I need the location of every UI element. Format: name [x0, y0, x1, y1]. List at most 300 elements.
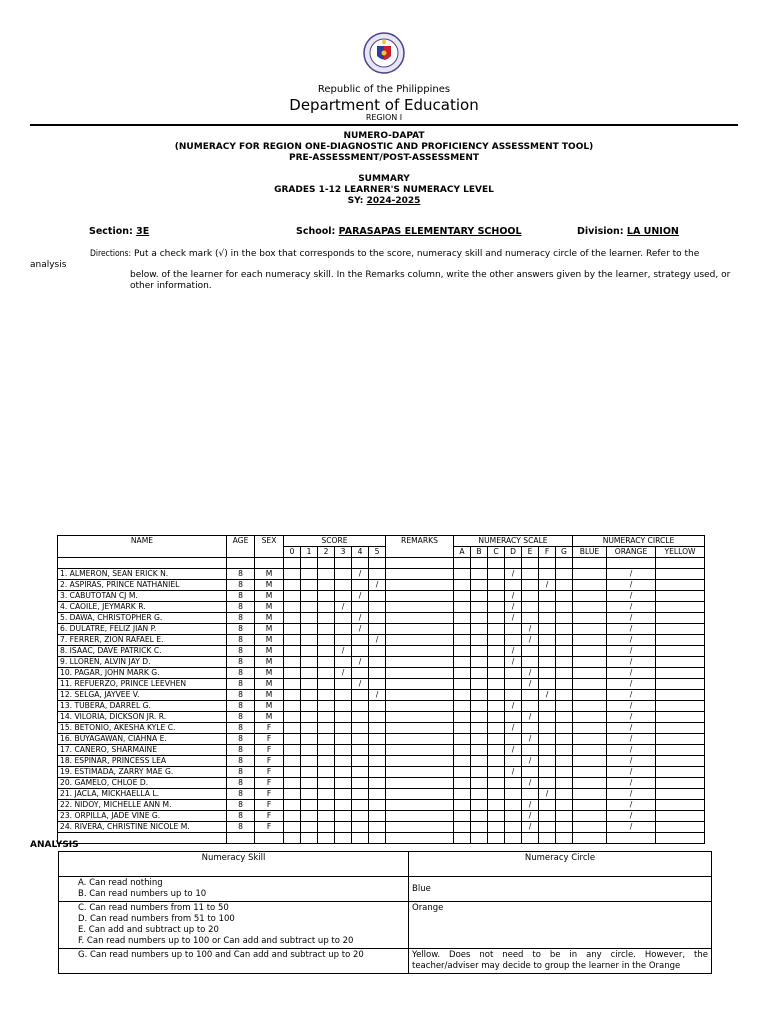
empty-cell — [573, 833, 607, 844]
header-sex: SEX — [255, 536, 284, 558]
empty-cell — [471, 558, 488, 569]
learner-name: 2. ASPIRAS, PRINCE NATHANIEL — [58, 580, 227, 591]
learner-age: 8 — [227, 767, 255, 778]
title-full-name: (NUMERACY FOR REGION ONE-DIAGNOSTIC AND PROFICIENCY ASSESSMENT TOOL) — [174, 142, 594, 152]
scale-cell — [488, 657, 505, 668]
scale-check-mark: / — [522, 778, 539, 789]
score-cell — [352, 602, 369, 613]
score-cell — [318, 701, 335, 712]
scale-cell — [488, 569, 505, 580]
learner-age: 8 — [227, 723, 255, 734]
table-row — [58, 679, 705, 690]
scale-cell — [556, 602, 573, 613]
sy-label: SY: — [347, 196, 364, 206]
learner-name: 13. TUBERA, DARREL G. — [58, 701, 227, 712]
scale-cell — [556, 745, 573, 756]
circle-check-mark: / — [607, 679, 656, 690]
analysis-table — [58, 851, 712, 974]
circle-cell — [573, 734, 607, 745]
score-cell — [352, 822, 369, 833]
empty-cell — [505, 833, 522, 844]
scale-cell — [488, 789, 505, 800]
score-cell — [318, 569, 335, 580]
scale-cell — [556, 811, 573, 822]
header-score-col: 3 — [335, 547, 352, 558]
scale-cell — [454, 679, 471, 690]
score-cell — [369, 745, 386, 756]
empty-cell — [539, 833, 556, 844]
circle-check-mark: / — [607, 569, 656, 580]
scale-cell — [471, 690, 488, 701]
score-cell — [284, 811, 301, 822]
title-numero-dapat: NUMERO-DAPAT — [343, 131, 425, 141]
circle-cell — [656, 668, 705, 679]
score-cell — [301, 657, 318, 668]
school-info — [296, 226, 522, 237]
circle-cell — [573, 789, 607, 800]
scale-cell — [522, 767, 539, 778]
learner-name: 8. ISAAC, DAVE PATRICK C. — [58, 646, 227, 657]
scale-cell — [539, 679, 556, 690]
scale-cell — [471, 767, 488, 778]
score-cell — [335, 580, 352, 591]
skill-d: D. Can read numbers from 51 to 100 — [78, 914, 235, 924]
score-cell — [352, 756, 369, 767]
score-cell — [352, 635, 369, 646]
circle-cell — [573, 723, 607, 734]
score-check-mark: / — [352, 569, 369, 580]
scale-cell — [505, 580, 522, 591]
circle-cell — [573, 679, 607, 690]
scale-cell — [556, 569, 573, 580]
score-cell — [318, 734, 335, 745]
score-cell — [369, 701, 386, 712]
circle-cell — [573, 624, 607, 635]
header-score-col: 0 — [284, 547, 301, 558]
scale-cell — [471, 822, 488, 833]
score-cell — [318, 789, 335, 800]
empty-cell — [301, 833, 318, 844]
score-cell — [369, 613, 386, 624]
scale-cell — [471, 613, 488, 624]
learner-age: 8 — [227, 789, 255, 800]
empty-cell — [369, 558, 386, 569]
empty-cell — [505, 558, 522, 569]
empty-cell — [284, 558, 301, 569]
scale-check-mark: / — [505, 701, 522, 712]
header-name: NAME — [58, 536, 227, 558]
empty-cell — [255, 558, 284, 569]
learner-age: 8 — [227, 635, 255, 646]
learner-sex: M — [255, 624, 284, 635]
score-cell — [369, 800, 386, 811]
circle-check-mark: / — [607, 668, 656, 679]
scale-cell — [471, 701, 488, 712]
learner-age: 8 — [227, 811, 255, 822]
circle-cell — [656, 569, 705, 580]
analysis-label: ANALYSIS — [30, 840, 79, 850]
scale-cell — [505, 679, 522, 690]
scale-cell — [454, 745, 471, 756]
scale-cell — [505, 734, 522, 745]
learner-name: 11. REFUERZO, PRINCE LEEVHEN — [58, 679, 227, 690]
score-cell — [352, 646, 369, 657]
remarks-cell — [386, 822, 454, 833]
scale-cell — [488, 767, 505, 778]
score-cell — [352, 778, 369, 789]
score-check-mark: / — [352, 624, 369, 635]
republic-text: Republic of the Philippines — [317, 84, 451, 95]
learner-name: 23. ORPILLA, JADE VINE G. — [58, 811, 227, 822]
score-cell — [369, 646, 386, 657]
table-row — [58, 701, 705, 712]
remarks-cell — [386, 679, 454, 690]
scale-cell — [471, 591, 488, 602]
scale-cell — [471, 679, 488, 690]
score-cell — [352, 734, 369, 745]
header-remarks: REMARKS — [386, 536, 454, 558]
scale-cell — [471, 602, 488, 613]
scale-cell — [539, 745, 556, 756]
department-title: Department of Education — [289, 96, 479, 114]
score-cell — [318, 668, 335, 679]
table-row — [58, 591, 705, 602]
remarks-cell — [386, 635, 454, 646]
circle-check-mark: / — [607, 811, 656, 822]
learner-age: 8 — [227, 657, 255, 668]
learner-age: 8 — [227, 745, 255, 756]
remarks-cell — [386, 624, 454, 635]
circle-cell — [656, 789, 705, 800]
scale-check-mark: / — [505, 723, 522, 734]
learner-sex: F — [255, 734, 284, 745]
circle-check-mark: / — [607, 734, 656, 745]
circle-yellow: Yellow. Does not need to be in any circle. However, the teacher/adviser may decide to group the learner in the Orange — [409, 949, 712, 974]
score-cell — [301, 591, 318, 602]
scale-cell — [522, 569, 539, 580]
scale-cell — [539, 624, 556, 635]
score-cell — [284, 800, 301, 811]
score-cell — [318, 580, 335, 591]
section-label: Section: — [89, 226, 133, 237]
scale-cell — [539, 712, 556, 723]
learner-name: 22. NIDOY, MICHELLE ANN M. — [58, 800, 227, 811]
circle-cell — [573, 646, 607, 657]
scale-cell — [539, 800, 556, 811]
analysis-circle-header: Numeracy Circle — [409, 852, 712, 877]
scale-cell — [471, 646, 488, 657]
scale-cell — [539, 602, 556, 613]
score-cell — [301, 723, 318, 734]
score-cell — [301, 712, 318, 723]
empty-cell — [488, 558, 505, 569]
score-cell — [335, 811, 352, 822]
learner-sex: F — [255, 778, 284, 789]
empty-cell — [255, 833, 284, 844]
empty-cell — [386, 558, 454, 569]
scale-check-mark: / — [522, 800, 539, 811]
score-cell — [369, 624, 386, 635]
learner-sex: F — [255, 767, 284, 778]
circle-cell — [656, 745, 705, 756]
remarks-cell — [386, 734, 454, 745]
header-scale-col: B — [471, 547, 488, 558]
score-cell — [352, 789, 369, 800]
circle-cell — [656, 701, 705, 712]
score-cell — [352, 701, 369, 712]
scale-cell — [471, 635, 488, 646]
remarks-cell — [386, 690, 454, 701]
scale-cell — [488, 613, 505, 624]
header-scale-col: D — [505, 547, 522, 558]
score-cell — [301, 778, 318, 789]
scale-check-mark: / — [522, 756, 539, 767]
scale-cell — [454, 778, 471, 789]
score-cell — [369, 756, 386, 767]
circle-check-mark: / — [607, 701, 656, 712]
learner-table — [57, 535, 705, 844]
score-cell — [318, 679, 335, 690]
table-row — [58, 624, 705, 635]
learner-sex: M — [255, 679, 284, 690]
learner-rows — [58, 558, 705, 844]
scale-cell — [471, 789, 488, 800]
scale-cell — [505, 800, 522, 811]
scale-cell — [556, 591, 573, 602]
empty-cell — [656, 833, 705, 844]
score-cell — [284, 580, 301, 591]
empty-cell — [454, 558, 471, 569]
scale-check-mark: / — [522, 624, 539, 635]
learner-sex: M — [255, 591, 284, 602]
scale-check-mark: / — [522, 811, 539, 822]
score-cell — [284, 712, 301, 723]
circle-cell — [573, 778, 607, 789]
directions-text-1: Put a check mark (√) in the box that corresponds to the score, numeracy skill and numeracy circle of the learner. Refer to the — [133, 249, 700, 259]
learner-sex: F — [255, 756, 284, 767]
score-cell — [284, 822, 301, 833]
learner-name: 17. CAÑERO, SHARMAINE — [58, 745, 227, 756]
circle-cell — [573, 580, 607, 591]
header-circle: NUMERACY CIRCLE — [573, 536, 705, 547]
score-cell — [301, 789, 318, 800]
circle-cell — [656, 580, 705, 591]
header-scale-col: A — [454, 547, 471, 558]
scale-cell — [488, 745, 505, 756]
score-check-mark: / — [352, 679, 369, 690]
score-cell — [335, 690, 352, 701]
scale-cell — [454, 580, 471, 591]
score-cell — [284, 613, 301, 624]
table-row — [58, 778, 705, 789]
scale-check-mark: / — [505, 613, 522, 624]
score-cell — [369, 723, 386, 734]
analysis-skill-g-cell — [59, 949, 409, 974]
learner-sex: M — [255, 569, 284, 580]
score-cell — [301, 580, 318, 591]
scale-cell — [539, 723, 556, 734]
scale-cell — [505, 635, 522, 646]
school-value: PARASAPAS ELEMENTARY SCHOOL — [338, 226, 522, 237]
score-cell — [369, 811, 386, 822]
learner-age: 8 — [227, 756, 255, 767]
learner-age: 8 — [227, 613, 255, 624]
circle-check-mark: / — [607, 580, 656, 591]
score-cell — [318, 822, 335, 833]
empty-cell — [58, 558, 227, 569]
score-cell — [318, 690, 335, 701]
score-cell — [318, 602, 335, 613]
table-row — [58, 800, 705, 811]
scale-check-mark: / — [522, 668, 539, 679]
score-cell — [318, 723, 335, 734]
circle-cell — [573, 613, 607, 624]
scale-cell — [454, 734, 471, 745]
score-cell — [335, 822, 352, 833]
score-cell — [284, 602, 301, 613]
scale-cell — [539, 657, 556, 668]
directions-analysis-word: analysis — [30, 260, 67, 270]
header-score-col: 5 — [369, 547, 386, 558]
scale-cell — [471, 756, 488, 767]
header-scale-col: E — [522, 547, 539, 558]
table-row — [58, 657, 705, 668]
scale-check-mark: / — [505, 657, 522, 668]
analysis-skill-header: Numeracy Skill — [59, 852, 409, 877]
scale-cell — [471, 624, 488, 635]
score-cell — [335, 789, 352, 800]
learner-age: 8 — [227, 734, 255, 745]
scale-cell — [556, 756, 573, 767]
circle-check-mark: / — [607, 690, 656, 701]
table-row — [58, 789, 705, 800]
skill-f: F. Can read numbers up to 100 or Can add and subtract up to 20 — [78, 936, 354, 946]
skill-a: A. Can read nothing — [78, 878, 163, 888]
learner-age: 8 — [227, 646, 255, 657]
remarks-cell — [386, 767, 454, 778]
score-cell — [318, 712, 335, 723]
scale-cell — [505, 822, 522, 833]
score-cell — [369, 822, 386, 833]
empty-cell — [318, 833, 335, 844]
scale-cell — [454, 800, 471, 811]
score-cell — [369, 679, 386, 690]
score-check-mark: / — [352, 657, 369, 668]
circle-cell — [656, 679, 705, 690]
score-cell — [335, 723, 352, 734]
circle-check-mark: / — [607, 745, 656, 756]
circle-check-mark: / — [607, 613, 656, 624]
learner-name: 20. GAMELO, CHLOE D. — [58, 778, 227, 789]
scale-cell — [454, 646, 471, 657]
learner-sex: M — [255, 602, 284, 613]
circle-cell — [656, 734, 705, 745]
table-empty-row — [58, 833, 705, 844]
scale-cell — [522, 690, 539, 701]
learner-name: 18. ESPINAR, PRINCESS LEA — [58, 756, 227, 767]
circle-cell — [656, 723, 705, 734]
scale-cell — [454, 657, 471, 668]
scale-cell — [454, 668, 471, 679]
learner-name: 12. SELGA, JAYVEE V. — [58, 690, 227, 701]
score-cell — [318, 613, 335, 624]
scale-cell — [471, 800, 488, 811]
circle-check-mark: / — [607, 646, 656, 657]
section-value: 3E — [136, 226, 150, 237]
division-info — [577, 226, 679, 237]
score-cell — [335, 624, 352, 635]
circle-cell — [656, 800, 705, 811]
scale-cell — [454, 591, 471, 602]
scale-cell — [539, 591, 556, 602]
scale-check-mark: / — [505, 767, 522, 778]
circle-cell — [656, 778, 705, 789]
scale-cell — [454, 756, 471, 767]
score-cell — [284, 756, 301, 767]
scale-cell — [522, 591, 539, 602]
learner-sex: F — [255, 800, 284, 811]
scale-cell — [522, 602, 539, 613]
learner-sex: M — [255, 635, 284, 646]
header-scale-col: G — [556, 547, 573, 558]
scale-check-mark: / — [539, 690, 556, 701]
deped-seal-logo — [363, 32, 405, 74]
scale-cell — [556, 624, 573, 635]
scale-cell — [454, 811, 471, 822]
score-cell — [369, 778, 386, 789]
circle-check-mark: / — [607, 767, 656, 778]
scale-cell — [488, 679, 505, 690]
score-cell — [352, 690, 369, 701]
scale-cell — [454, 635, 471, 646]
remarks-cell — [386, 745, 454, 756]
remarks-cell — [386, 756, 454, 767]
score-cell — [318, 756, 335, 767]
score-cell — [318, 591, 335, 602]
circle-cell — [573, 635, 607, 646]
scale-cell — [556, 668, 573, 679]
scale-cell — [539, 811, 556, 822]
scale-cell — [488, 580, 505, 591]
scale-cell — [556, 580, 573, 591]
table-row — [58, 569, 705, 580]
score-cell — [369, 767, 386, 778]
scale-cell — [539, 778, 556, 789]
score-cell — [335, 701, 352, 712]
score-cell — [352, 745, 369, 756]
score-cell — [301, 613, 318, 624]
score-cell — [301, 569, 318, 580]
score-cell — [335, 712, 352, 723]
circle-check-mark: / — [607, 778, 656, 789]
learner-name: 14. VILORIA, DICKSON JR. R. — [58, 712, 227, 723]
scale-cell — [539, 767, 556, 778]
scale-cell — [454, 723, 471, 734]
circle-cell — [573, 767, 607, 778]
scale-cell — [488, 701, 505, 712]
circle-cell — [573, 701, 607, 712]
scale-cell — [556, 789, 573, 800]
scale-check-mark: / — [522, 679, 539, 690]
scale-check-mark: / — [505, 745, 522, 756]
header-scale-col: F — [539, 547, 556, 558]
skill-b: B. Can read numbers up to 10 — [78, 889, 207, 899]
scale-cell — [505, 811, 522, 822]
scale-cell — [488, 712, 505, 723]
empty-cell — [335, 833, 352, 844]
header-divider — [30, 124, 738, 126]
score-cell — [284, 635, 301, 646]
